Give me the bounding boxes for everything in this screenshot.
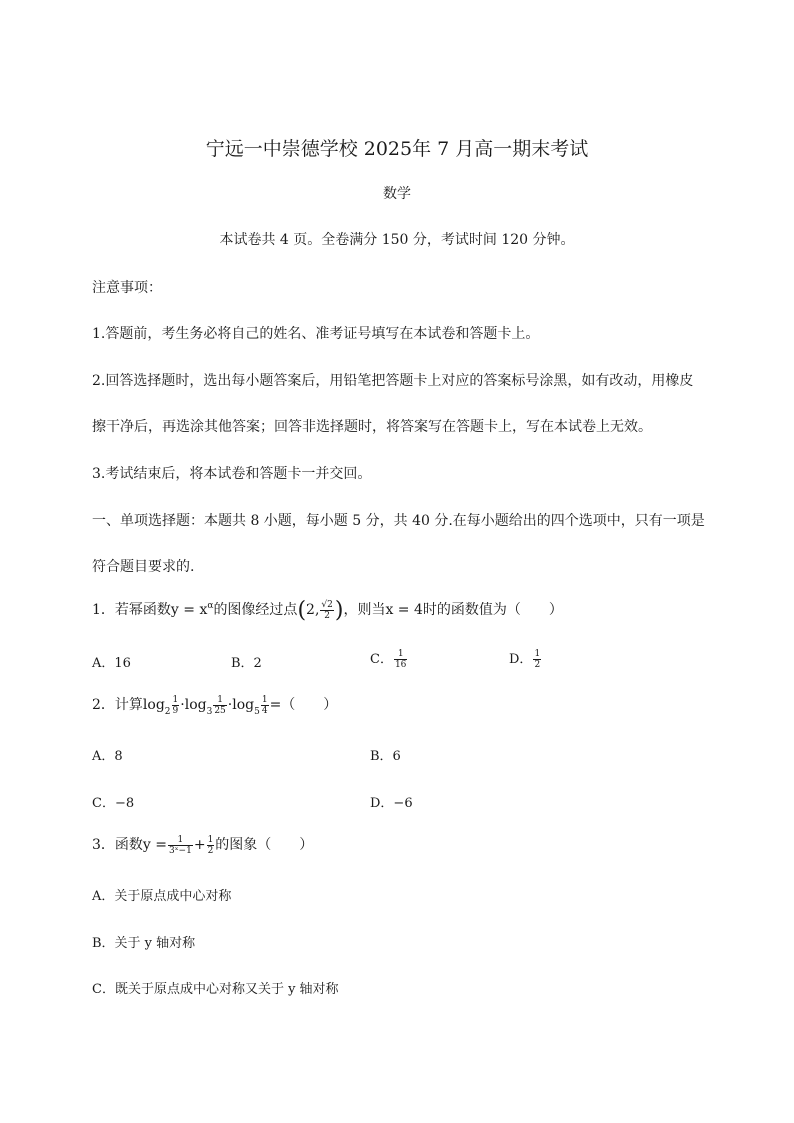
q3-suffix: 的图象（ ） — [215, 837, 314, 853]
question-3: 3．函数y = $\frac{1}{\text{3ˣ−1}}$ + $\frac{1}{2}$ 的图象（ ） — [92, 834, 314, 856]
q2-option-b: B．6 — [370, 749, 401, 764]
q3-option-b: B．关于 y 轴对称 — [92, 936, 196, 951]
q1-point-fraction: $\frac{√2}{2}$ — [321, 599, 333, 621]
note-item-2-line-1: 2.回答选择题时，选出每小题答案后，用铅笔把答题卡上对应的答案标号涂黑，如有改动，用橡皮 — [92, 373, 694, 389]
question-1: 1．若幂函数$y = x^\alpha$的图像经过点(2, $\frac{√2}{2}$ )，则当x = 4时的函数值为（ ） — [92, 598, 563, 623]
q1-prefix: 1．若幂函数 — [92, 602, 171, 618]
q1-option-b: B．2 — [231, 656, 262, 671]
q1-exponent: α — [207, 601, 214, 611]
note-item-3: 3.考试结束后，将本试卷和答题卡一并交回。 — [92, 466, 372, 482]
q3-option-c: C．既关于原点成中心对称又关于 y 轴对称 — [92, 982, 339, 997]
section-heading-line-2: 符合题目要求的. — [92, 559, 195, 575]
q2-option-d: D．−6 — [370, 796, 413, 811]
exam-subject: 数学 — [383, 186, 411, 202]
q1-function: y = x — [170, 602, 208, 618]
q1-option-c: C． $\frac{1}{16}$ — [370, 649, 407, 670]
note-item-1: 1.答题前，考生务必将自己的姓名、准考证号填写在本试卷和答题卡上。 — [92, 326, 540, 342]
section-heading-line-1: 一、单项选择题：本题共 8 小题，每小题 5 分，共 40 分.在每小题给出的四个选项中，只有一项是 — [92, 513, 705, 529]
q1-suffix-a: ，则当 — [343, 602, 386, 618]
note-item-2-line-2: 擦干净后，再选涂其他答案；回答非选择题时，将答案写在答题卡上，写在本试卷上无效。 — [92, 419, 652, 435]
q1-mid: 的图像经过点 — [213, 602, 298, 618]
q2-prefix: 2．计算 — [92, 697, 143, 713]
exam-info: 本试卷共 4 页。全卷满分 150 分，考试时间 120 分钟。 — [219, 232, 575, 248]
q1-option-a: A．16 — [92, 656, 131, 671]
q2-suffix: =（ ） — [269, 697, 338, 713]
q3-option-a: A．关于原点成中心对称 — [92, 889, 232, 904]
q1-point-x: 2, — [306, 602, 320, 618]
q1-condition: x = 4 — [385, 602, 423, 618]
q2-option-c: C．−8 — [92, 796, 135, 811]
q3-prefix: 3．函数 — [92, 837, 143, 853]
q1-option-d: D． $\frac{1}{2}$ — [509, 649, 541, 670]
q2-option-a: A．8 — [92, 749, 123, 764]
question-2: 2．计算$\log_2$ $\frac{1}{9}$ $\cdot\log_3$ $\frac{1}{25}$ $\cdot\log_5$ $\frac{1}{4}$ =（ ） — [92, 694, 338, 717]
notes-heading: 注意事项： — [92, 280, 162, 296]
exam-title: 宁远一中崇德学校 2025年 7 月高一期末考试 — [205, 138, 589, 160]
q1-suffix-b: 时的函数值为（ ） — [422, 602, 563, 618]
